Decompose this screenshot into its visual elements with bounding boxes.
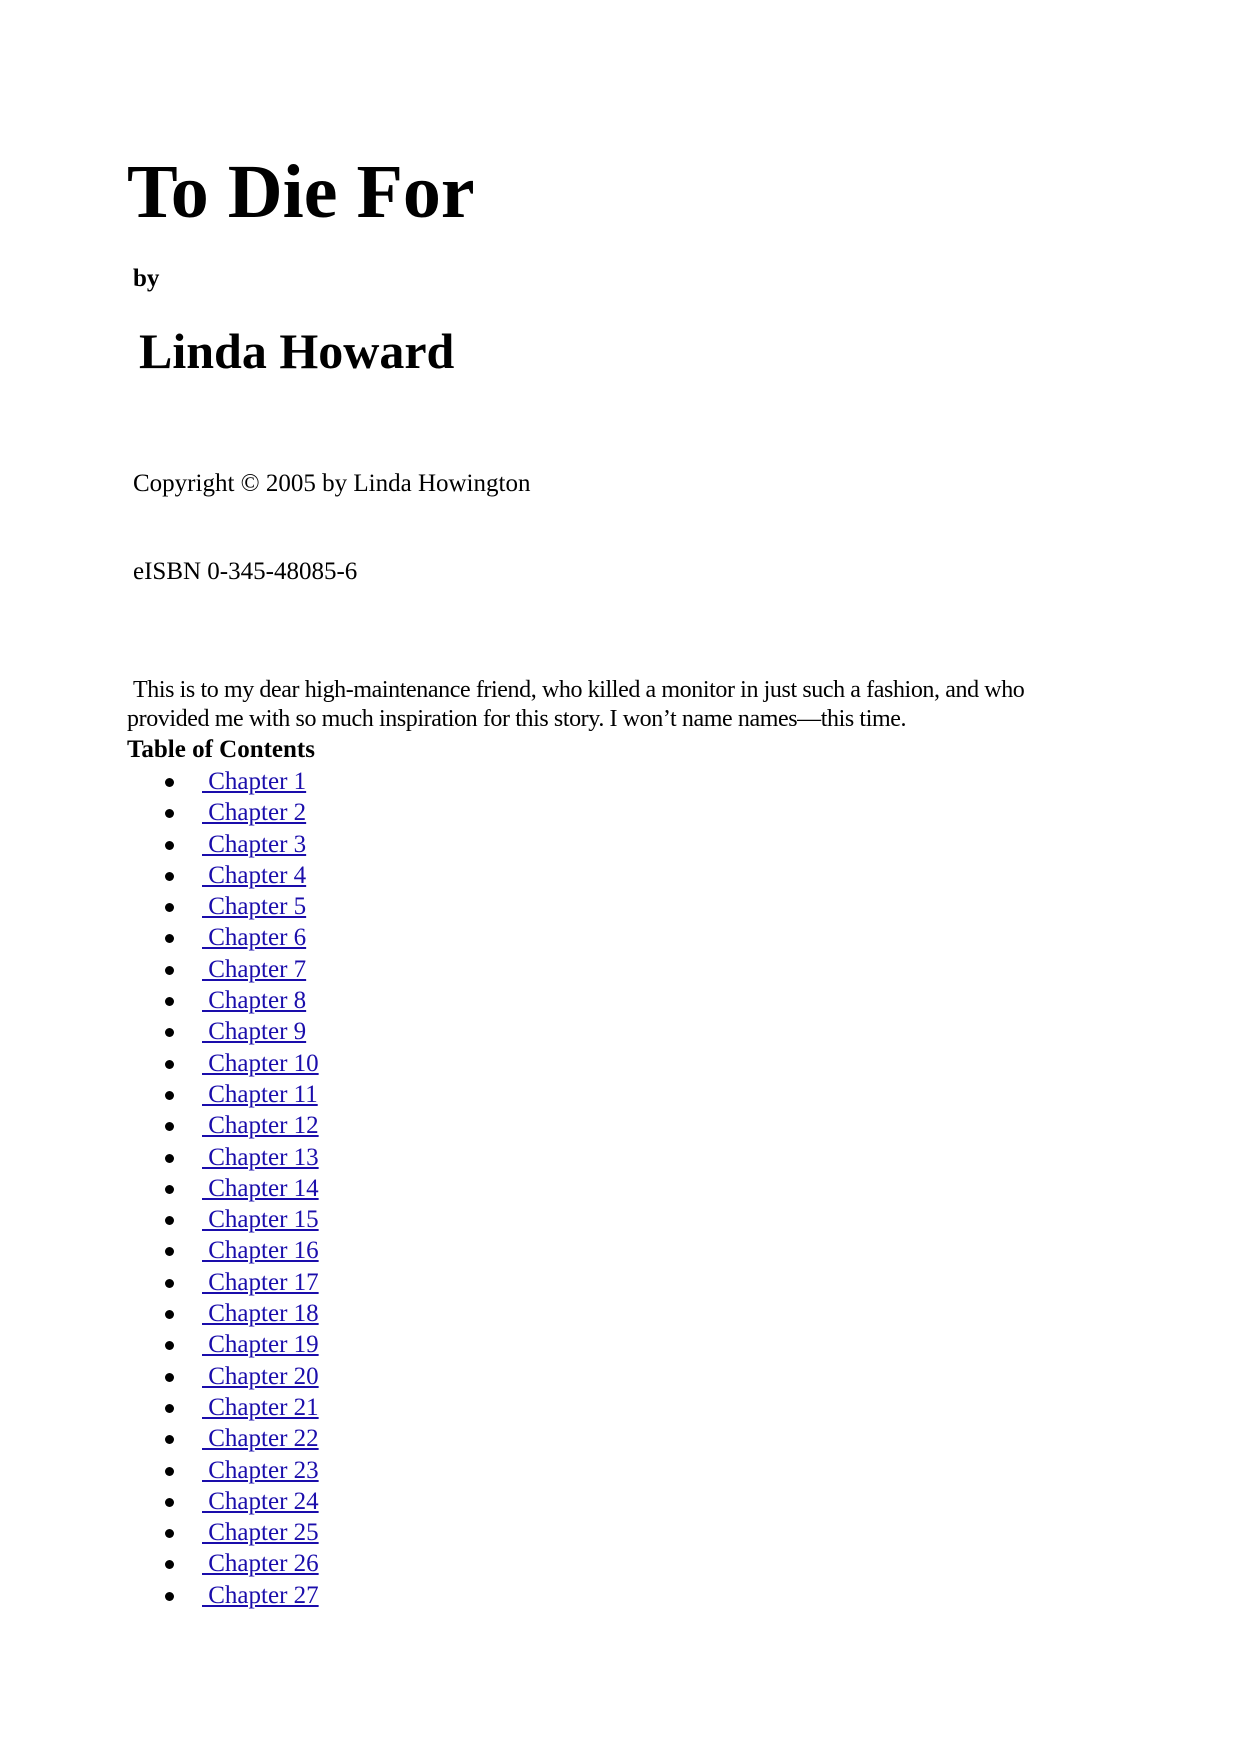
chapter-link[interactable]: Chapter 8 [202,987,307,1015]
bullet-icon [165,1091,174,1100]
chapter-link[interactable]: Chapter 6 [202,924,307,952]
chapter-link[interactable]: Chapter 1 [202,768,307,795]
bullet-icon [165,1341,174,1350]
bullet-icon [165,1028,174,1037]
chapter-link[interactable]: Chapter 11 [202,1080,318,1108]
toc-heading: Table of Contents [127,736,315,763]
bullet-icon [165,1560,174,1569]
bullet-icon [165,841,174,850]
chapter-link[interactable]: Chapter 10 [202,1049,319,1077]
chapter-link[interactable]: Chapter 17 [202,1268,319,1296]
chapter-link[interactable]: Chapter 14 [202,1174,319,1202]
bullet-icon [165,1529,174,1538]
bullet-icon [165,1435,174,1444]
bullet-icon [165,934,174,943]
bullet-icon [165,778,174,787]
chapter-link[interactable]: Chapter 18 [202,1300,319,1328]
bullet-icon [165,1467,174,1476]
bullet-icon [165,1310,174,1319]
bullet-icon [165,997,174,1006]
bullet-icon [165,1060,174,1069]
chapter-link[interactable]: Chapter 12 [202,1112,319,1140]
dedication: This is to my dear high-maintenance friend, who killed a monitor in just such a fashion, and who provided me with so much inspiration for this story. I won’t name names—this time. [127,677,1025,732]
bullet-icon [165,872,174,881]
isbn: eISBN 0-345-48085-6 [133,558,358,585]
chapter-link[interactable]: Chapter 4 [202,861,307,889]
bullet-icon [165,1498,174,1507]
chapter-link[interactable]: Chapter 13 [202,1143,319,1171]
chapter-link[interactable]: Chapter 9 [202,1018,307,1046]
chapter-link[interactable]: Chapter 23 [202,1456,319,1484]
chapter-link[interactable]: Chapter 7 [202,955,307,983]
chapter-link[interactable]: Chapter 16 [202,1237,319,1265]
author-name: Linda Howard [139,323,455,379]
chapter-link[interactable]: Chapter 21 [202,1393,319,1421]
bullet-icon [165,1122,174,1131]
chapter-link[interactable]: Chapter 5 [202,893,307,921]
bullet-icon [165,903,174,912]
bullet-icon [165,1247,174,1256]
chapter-link[interactable]: Chapter 25 [202,1519,319,1547]
book-title: To Die For [127,150,475,234]
chapter-link[interactable]: Chapter 15 [202,1206,319,1234]
bullet-icon [165,1185,174,1194]
bullet-icon [165,1216,174,1225]
bullet-icon [165,1592,174,1601]
chapter-link[interactable]: Chapter 27 [202,1581,319,1609]
chapter-link[interactable]: Chapter 19 [202,1331,319,1359]
chapter-link[interactable]: Chapter 22 [202,1425,319,1453]
bullet-icon [165,1279,174,1288]
bullet-icon [165,1154,174,1163]
bullet-icon [165,1373,174,1382]
bullet-icon [165,1404,174,1413]
bullet-icon [165,966,174,975]
chapter-link[interactable]: Chapter 20 [202,1362,319,1390]
chapter-link[interactable]: Chapter 26 [202,1550,319,1578]
chapter-link[interactable]: Chapter 3 [202,830,307,858]
bullet-icon [165,809,174,818]
copyright-notice: Copyright © 2005 by Linda Howington [133,470,531,497]
chapter-link[interactable]: Chapter 24 [202,1487,319,1515]
by-line: by [133,265,160,292]
chapter-link[interactable]: Chapter 2 [202,799,307,827]
